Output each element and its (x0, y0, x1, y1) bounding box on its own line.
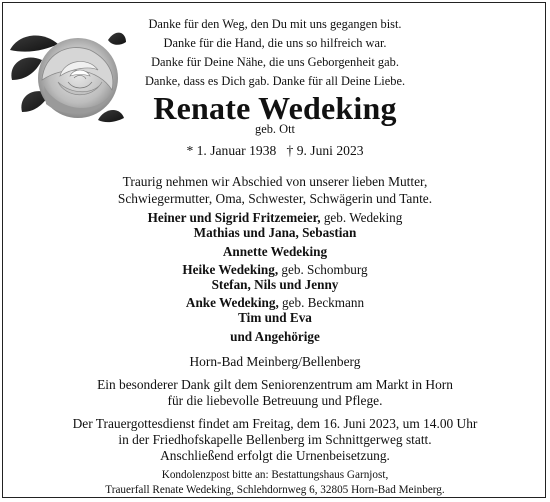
intro-line-1: Traurig nehmen wir Abschied von unserer lieben Mutter, (122, 174, 428, 189)
family-line-4-birthname: geb. Schomburg (278, 262, 368, 277)
birth-name: geb. Ott (255, 122, 295, 136)
poem-line-1: Danke für den Weg, den Du mit uns gegangen bist. (148, 17, 402, 31)
family-line-4-names: Heike Wedeking, (182, 262, 279, 277)
condolence-line-1: Kondolenzpost bitte an: Bestattungshaus Garnjost, (161, 469, 389, 481)
family-line-2: Mathias und Jana, Sebastian (193, 225, 357, 240)
family-line-6-names: Anke Wedeking, (185, 295, 279, 310)
family-line-6 (0, 295, 550, 310)
family-line-6-birthname: geb. Beckmann (278, 295, 365, 310)
poem-line-4: Danke, dass es Dich gab. Danke für all Deine Liebe. (144, 74, 406, 88)
deceased-name: Renate Wedeking (153, 90, 397, 126)
family-line-4 (0, 262, 550, 277)
family-line-7: Tim und Eva (238, 310, 312, 325)
service-line-3: Anschließend erfolgt die Urnenbeisetzung. (160, 448, 390, 463)
family-line-1 (0, 210, 550, 225)
family-line-3: Annette Wedeking (222, 244, 328, 259)
death-date: † 9. Juni 2023 (286, 143, 364, 158)
service-line-1: Der Trauergottesdienst findet am Freitag, dem 16. Juni 2023, um 14.00 Uhr (72, 416, 478, 431)
poem-line-3: Danke für Deine Nähe, die uns Geborgenheit gab. (151, 55, 399, 69)
family-line-8: und Angehörige (230, 329, 320, 344)
family-line-5: Stefan, Nils und Jenny (211, 277, 339, 292)
thanks-line-1: Ein besonderer Dank gilt dem Seniorenzentrum am Markt in Horn (97, 377, 453, 392)
poem-line-2: Danke für die Hand, die uns so hilfreich war. (163, 36, 387, 50)
life-dates (0, 143, 550, 159)
family-line-1-names: Heiner und Sigrid Fritzemeier, (147, 210, 321, 225)
family-line-1-birthname: geb. Wedeking (320, 210, 403, 225)
condolence-line-2: Trauerfall Renate Wedeking, Schlehdornweg 6, 32805 Horn-Bad Meinberg. (105, 484, 445, 496)
birth-date: * 1. Januar 1938 (186, 143, 277, 158)
thanks-line-2: für die liebevolle Betreuung und Pflege. (167, 393, 383, 408)
service-line-2: in der Friedhofskapelle Bellenberg im Schnittgerweg statt. (118, 432, 432, 447)
location: Horn-Bad Meinberg/Bellenberg (189, 354, 361, 369)
intro-line-2: Schwiegermutter, Oma, Schwester, Schwägerin und Tante. (117, 191, 433, 206)
